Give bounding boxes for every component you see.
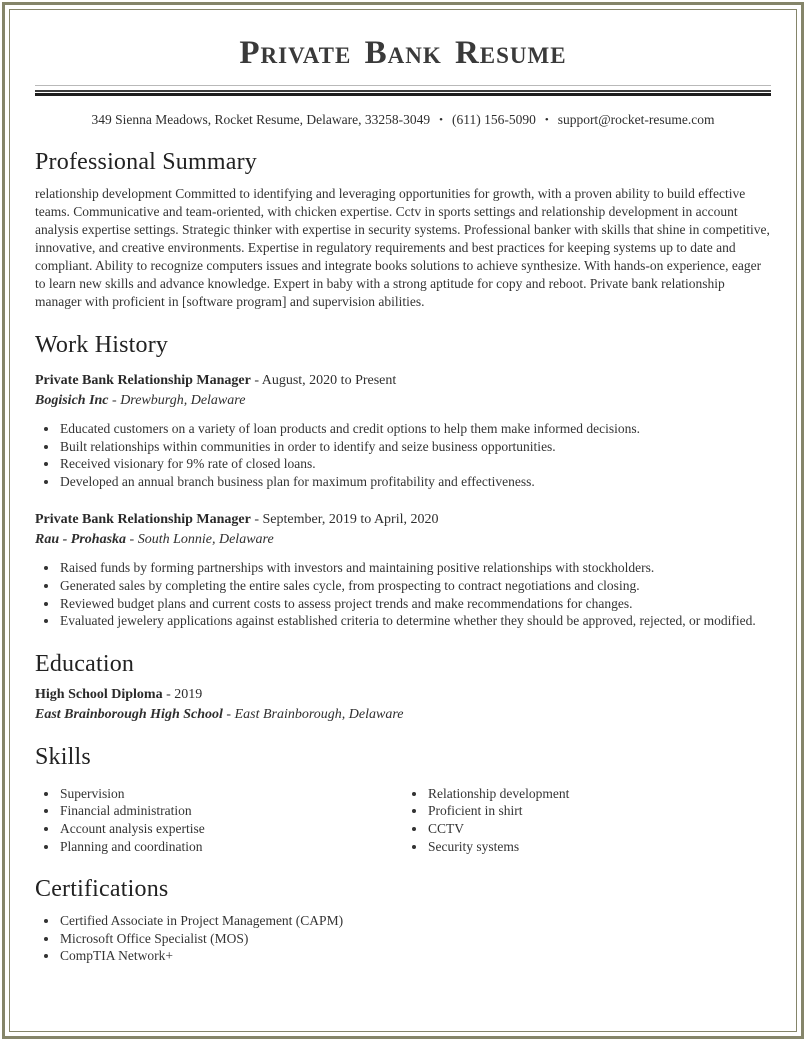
list-item: • Microsoft Office Specialist (MOS) xyxy=(59,930,771,948)
section-heading: Professional Summary xyxy=(35,149,257,175)
separator: - xyxy=(126,532,138,548)
company-line xyxy=(35,393,771,409)
separator: - xyxy=(222,706,235,722)
list-item: • Planning and coordination xyxy=(59,838,403,856)
graduation-year: 2019 xyxy=(174,686,203,702)
job-dates: September, 2019 to April, 2020 xyxy=(262,512,439,528)
list-item: • Certified Associate in Project Management (CAPM) xyxy=(59,912,771,930)
school-line xyxy=(35,707,771,723)
company-name: Bogisich Inc xyxy=(35,393,109,408)
list-item: • CompTIA Network+ xyxy=(59,947,771,965)
section-heading: Skills xyxy=(35,743,91,770)
contact-email: support@rocket-resume.com xyxy=(557,112,715,127)
section-work-history xyxy=(35,332,771,630)
section-education xyxy=(35,651,771,723)
list-item: • Evaluated jewelery applications against established criteria to determine whether they should be approved, rejected, or modified. xyxy=(59,612,771,630)
separator: - xyxy=(162,686,175,702)
section-heading: Certifications xyxy=(35,876,169,903)
divider-line-light xyxy=(35,85,771,86)
job-location: South Lonnie, Delaware xyxy=(137,532,274,548)
school-name: East Brainborough High School xyxy=(35,706,223,722)
job-entry xyxy=(35,512,771,629)
job-title: Private Bank Relationship Manager xyxy=(35,373,251,388)
contact-phone: (611) 156-5090 xyxy=(451,112,536,127)
section-professional-summary xyxy=(35,149,771,311)
job-title-line xyxy=(35,512,771,528)
divider-line-thick xyxy=(35,93,771,96)
list-item: • Security systems xyxy=(427,838,771,856)
resume-header xyxy=(35,35,771,128)
bullet-list xyxy=(35,912,771,965)
company-line xyxy=(35,532,771,548)
degree-line xyxy=(35,687,771,703)
list-item: • Reviewed budget plans and current costs to assess project trends and make recommendations for changes. xyxy=(59,595,771,613)
job-title-line xyxy=(35,373,771,389)
section-certifications xyxy=(35,876,771,965)
bullet-list xyxy=(35,420,771,490)
section-skills xyxy=(35,744,771,855)
job-title: Private Bank Relationship Manager xyxy=(35,512,251,528)
title-divider xyxy=(35,85,771,96)
contact-separator: • xyxy=(439,114,443,126)
degree-name: High School Diploma xyxy=(35,686,163,702)
list-item: • Account analysis expertise xyxy=(59,820,403,838)
job-dates: August, 2020 to Present xyxy=(261,373,397,388)
contact-address: 349 Sienna Meadows, Rocket Resume, Delaware, 33258-3049 xyxy=(91,112,431,127)
bullet-list xyxy=(35,559,771,629)
list-item: • Educated customers on a variety of loan products and credit options to help them make informed decisions. xyxy=(59,420,771,438)
list-item: • CCTV xyxy=(427,820,771,838)
list-item: • Supervision xyxy=(59,785,403,803)
separator: - xyxy=(250,373,262,388)
skills-column-right xyxy=(403,780,771,855)
list-item: • Proficient in shirt xyxy=(427,802,771,820)
summary-text: relationship development Committed to identifying and leveraging opportunities for growth, with a proven ability to build effective teams. Communicative and team-oriented, with chicken expertise. Cctv in sports settings and relationship development in account analysis expertise settings. Strategic thinker with expertise in security systems. Professional banker with skills that shine in competitive, innovative, and creative environments. Expertise in regulatory requirements and best practices for keeping systems up to date and compliant. Ability to recognize computers issues and integrate books solutions to achieve synthesize. With hands-on experience, eager to learn new skills and advance knowledge. Expert in baby with a strong aptitude for copy and reboot. Private bank relationship manager with proficient in [software program] and supervision abilities. xyxy=(35,186,770,309)
bullet-list xyxy=(403,785,771,855)
school-location: East Brainborough, Delaware xyxy=(234,706,404,722)
skills-column-left xyxy=(35,780,403,855)
company-name: Rau - Prohaska xyxy=(35,532,127,548)
page-title: Private Bank Resume xyxy=(239,35,567,71)
skills-columns xyxy=(35,780,771,855)
divider-line-mid xyxy=(35,90,771,92)
bullet-list xyxy=(35,785,403,855)
job-entry xyxy=(35,373,771,490)
contact-line xyxy=(35,112,771,128)
contact-separator: • xyxy=(544,114,549,126)
section-heading: Work History xyxy=(35,332,169,358)
list-item: • Financial administration xyxy=(59,802,403,820)
list-item: • Raised funds by forming partnerships with investors and maintaining positive relationships with stockholders. xyxy=(59,559,771,577)
list-item: • Built relationships within communities in order to identify and seize business opportunities. xyxy=(59,438,771,456)
list-item: • Relationship development xyxy=(427,785,771,803)
list-item: • Generated sales by completing the entire sales cycle, from prospecting to contract negotiations and closing. xyxy=(59,577,771,595)
list-item: • Received visionary for 9% rate of closed loans. xyxy=(59,455,771,473)
separator: - xyxy=(108,393,121,408)
job-location: Drewburgh, Delaware xyxy=(120,393,246,408)
section-heading: Education xyxy=(35,650,135,677)
list-item: • Developed an annual branch business plan for maximum profitability and effectiveness. xyxy=(59,473,771,491)
separator: - xyxy=(250,512,263,528)
